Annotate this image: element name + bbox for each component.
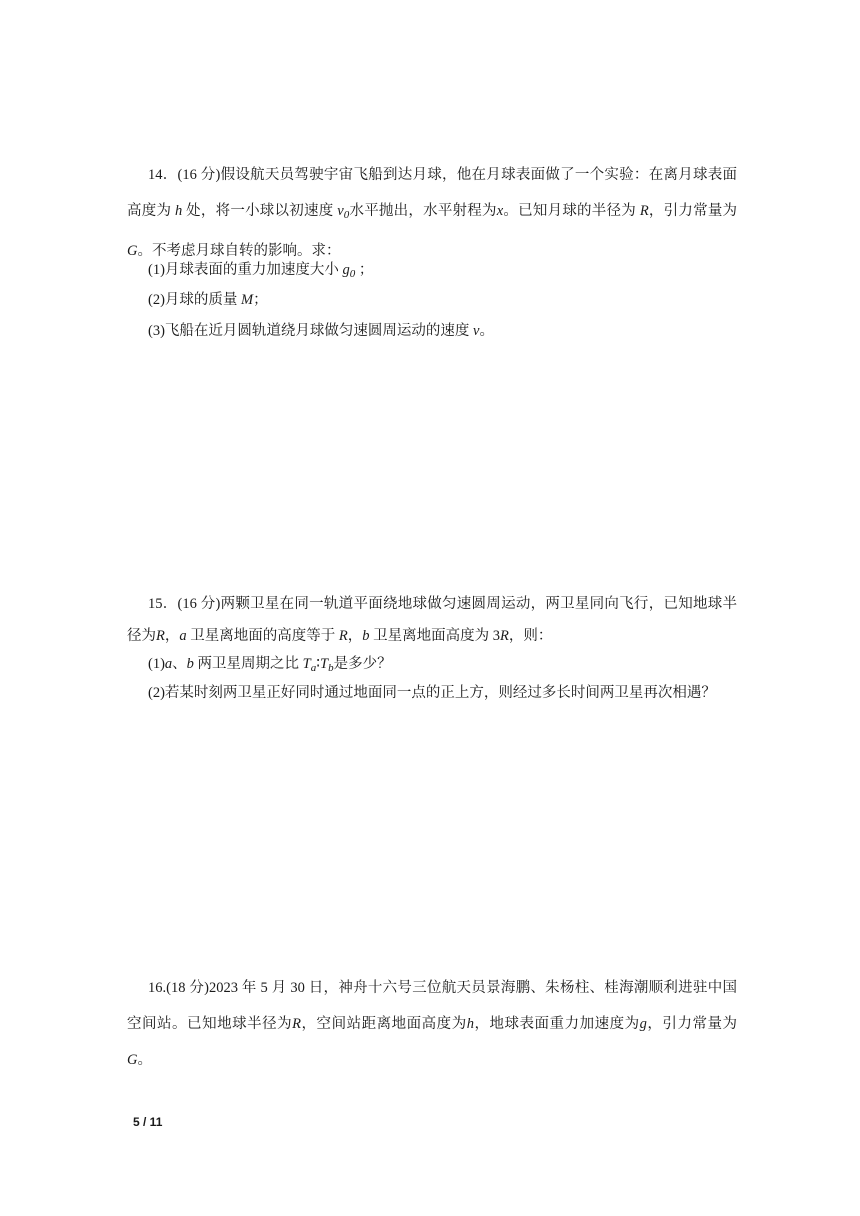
var-h: h bbox=[466, 1016, 474, 1032]
q14-part-3: (3)飞船在近月圆轨道绕月球做匀速圆周运动的速度 v。 bbox=[148, 323, 494, 339]
q14-text: 14．(16 分)假设航天员驾驶宇宙飞船到达月球，他在月球表面做了一个实验：在离月球表面高度为 bbox=[127, 167, 737, 219]
q15-text: 15．(16 分)两颗卫星在同一轨道平面绕地球做匀速圆周运动，两卫星同向飞行，已知地球半径为 bbox=[127, 596, 737, 644]
page-number: 5 / 11 bbox=[133, 1115, 163, 1129]
q14-text: 水平抛出，水平射程为 bbox=[349, 203, 497, 219]
var-b: b bbox=[362, 628, 370, 644]
var-g0: $g_0$ bbox=[342, 262, 356, 280]
var-R: R bbox=[156, 628, 165, 644]
var-v: v bbox=[473, 323, 480, 339]
question-16: 16.(18 分)2023 年 5 月 30 日，神舟十六号三位航天员景海鹏、朱杨柱、桂海潮顺利进驻中国空间站。已知地球半径为R，空间站距离地面高度为h，地球表面重力加速度为g，引力常量为G。 bbox=[127, 980, 737, 1068]
var-h: h bbox=[175, 203, 183, 219]
question-15: 15．(16 分)两颗卫星在同一轨道平面绕地球做匀速圆周运动，两卫星同向飞行，已知地球半径为R，a 卫星离地面的高度等于 R，b 卫星离地面高度为 3R，则： bbox=[127, 596, 737, 644]
var-R: R bbox=[338, 628, 348, 644]
q14-text: 。已知月球的半径为 bbox=[503, 203, 636, 219]
var-M: M bbox=[241, 292, 254, 308]
q14-part-2: (2)月球的质量 M； bbox=[148, 292, 268, 308]
var-a: a bbox=[179, 628, 187, 644]
q14-text: 处，将一小球以初速度 bbox=[186, 203, 334, 219]
question-14 bbox=[127, 157, 737, 269]
q15-part-2: (2)若某时刻两卫星正好同时通过地面同一点的正上方，则经过多长时间两卫星再次相遇？ bbox=[148, 685, 716, 701]
var-R: R bbox=[292, 1016, 302, 1032]
q14-part-1: (1)月球表面的重力加速度大小 $g_0$ ； bbox=[148, 262, 374, 280]
q14-text: ，引力常量为 bbox=[648, 203, 738, 219]
var-G: G bbox=[127, 243, 138, 259]
q15-part-1: (1)a、b 两卫星周期之比 $T_a∶T_b$是多少？ bbox=[148, 656, 392, 674]
var-G: G bbox=[127, 1052, 138, 1068]
var-v0: $v_0$ bbox=[337, 203, 350, 221]
var-x: x bbox=[496, 203, 504, 219]
q16-text: 16.(18 分)2023 年 5 月 30 日，神舟十六号三位航天员景海鹏、朱杨柱、桂海潮顺利进驻中国空间站。已知地球半径为 bbox=[127, 980, 737, 1032]
var-R: R bbox=[499, 628, 509, 644]
q14-text: 。不考虑月球自转的影响。求： bbox=[137, 243, 341, 259]
var-g: g bbox=[639, 1016, 647, 1032]
var-R: R bbox=[639, 203, 649, 219]
